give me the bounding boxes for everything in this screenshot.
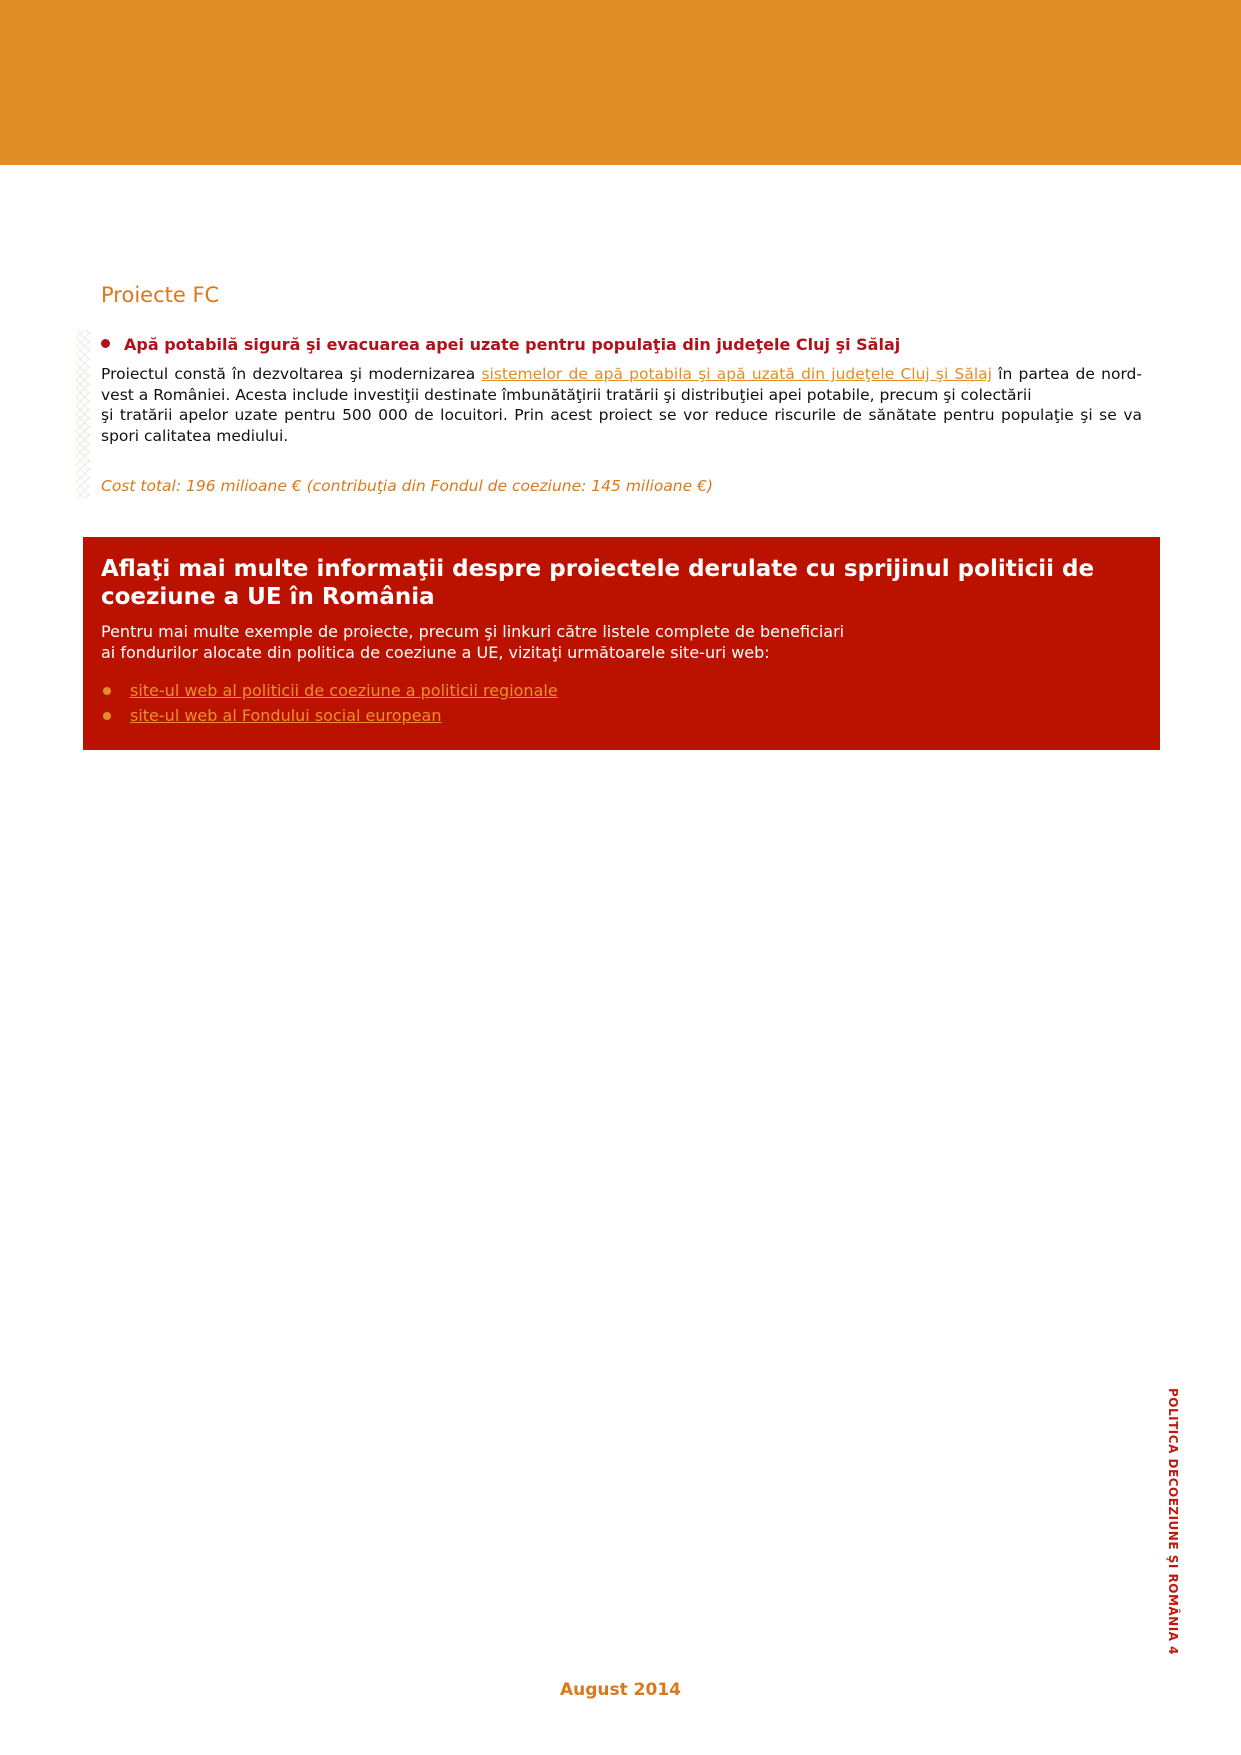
decorative-pattern-strip (76, 330, 90, 498)
bullet-icon (101, 339, 110, 348)
project-heading (101, 335, 1141, 354)
project-cost: Cost total: 196 milioane € (contribuţia din Fondul de coeziune: 145 milioane €) (101, 477, 714, 495)
project-paragraph-2: şi tratării apelor uzate pentru 500 000 de locuitori. Prin acest proiect se vor reduce riscurile de sănătate pentru populaţie şi se va spori calitatea mediului. (101, 406, 1142, 445)
project-text-after-link: în partea de nord-vest a României. Acesta include investiţii destinate îmbunătăţirii tratării şi distribuţiei apei potabile, precum şi colectării (101, 365, 1142, 404)
info-box-text-line-1: Pentru mai multe exemple de proiecte, precum şi linkuri către listele complete de beneficiari (101, 622, 845, 641)
info-links-list (101, 679, 1142, 728)
footer-date: August 2014 (559, 1680, 681, 1700)
info-box-text (101, 622, 1142, 663)
top-header-band (0, 0, 1241, 165)
list-item (101, 704, 1142, 729)
project-heading-text: Apă potabilă sigură şi evacuarea apei uzate pentru populaţia din judeţele Cluj şi Sălaj (124, 335, 901, 354)
bullet-icon (103, 712, 111, 720)
info-box-text-line-2: ai fondurilor alocate din politica de coeziune a UE, vizitaţi următoarele site-uri web: (101, 642, 770, 662)
info-box-title: Aflaţi mai multe informaţii despre proiectele derulate cu sprijinul politicii de coeziune a UE în România (101, 556, 1095, 610)
more-info-box (83, 537, 1160, 750)
section-title: Proiecte FC (101, 283, 220, 307)
social-fund-link[interactable]: site-ul web al Fondului social european (130, 705, 442, 725)
project-description (101, 364, 1142, 446)
list-item (101, 679, 1142, 704)
side-page-label: POLITICA DECOEZIUNE ŞI ROMÂNIA 4 (1166, 1388, 1180, 1655)
project-text-before-link: Proiectul constă în dezvoltarea şi modernizarea (101, 365, 482, 383)
project-systems-link[interactable]: sistemelor de apă potabila şi apă uzată din judeţele Cluj şi Sălaj (481, 365, 992, 383)
regional-policy-link[interactable]: site-ul web al politicii de coeziune a politicii regionale (130, 681, 558, 700)
bullet-icon (103, 687, 111, 695)
project-paragraph-1 (101, 364, 1142, 405)
